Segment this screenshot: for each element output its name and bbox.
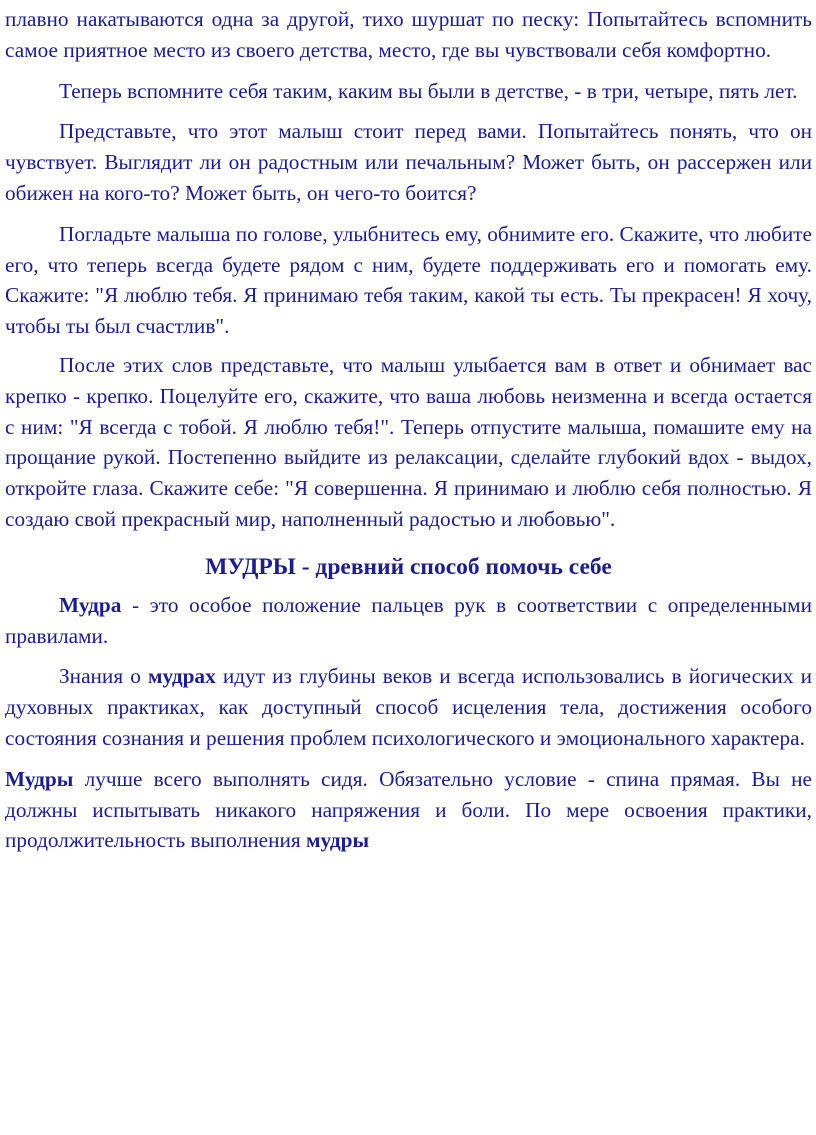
paragraph-imagine-child: Представьте, что этот малыш стоит перед вами. Попытайтесь понять, что он чувствует. Выглядит ли он радостным или печальным? Может быть, он рассержен или обижен на кого-то? Может быть, он чего-то боится? <box>5 119 812 205</box>
section-heading-mudras: МУДРЫ - древний способ помочь себе <box>205 553 612 580</box>
history-text-start: Знания о <box>59 664 148 689</box>
paragraph-mudra-practice <box>5 764 812 856</box>
practice-text: лучше всего выполнять сидя. Обязательно условие - спина прямая. Вы не должны испытывать никакого напряжения и боли. По мере освоения практики, продолжительность выполнения <box>5 766 812 853</box>
term-mudrah: мудрах <box>148 664 216 689</box>
term-mudry: Мудры <box>5 766 74 791</box>
definition-text: - это особое положение пальцев рук в соответствии с определенными правилами. <box>5 592 812 648</box>
paragraph-child-smiles: После этих слов представьте, что малыш улыбается вам в ответ и обнимает вас крепко - крепко. Поцелуйте его, скажите, что ваша любовь неизменна и всегда остается с ним: "Я всегда с тобой. Я люблю тебя!". Теперь отпустите малыша, помашите ему на прощание рукой. Постепенно выйдите из релаксации, сделайте глубокий вдох - выдох, откройте глаза. Скажите себе: "Я совершенна. Я принимаю и люблю себя полностью. Я создаю свой прекрасный мир, наполненный радостью и любовью". <box>5 352 812 531</box>
paragraph-mudra-history <box>5 661 812 753</box>
term-mudra: Мудра <box>59 592 122 617</box>
paragraph-mudra-definition <box>5 590 812 652</box>
term-mudry-end: мудры <box>306 828 370 853</box>
history-text-end: идут из глубины веков и всегда использовались в йогических и духовных практиках, как доступный способ исцеления тела, достижения особого состояния сознания и решения проблем психологического и эмоционального характера. <box>5 664 812 750</box>
paragraph-stroke-child: Погладьте малыша по голове, улыбнитесь ему, обнимите его. Скажите, что любите его, что теперь всегда будете рядом с ним, будете поддерживать его и помогать ему. Скажите: "Я люблю тебя. Я принимаю тебя таким, какой ты есть. Ты прекрасен! Я хочу, чтобы ты был счастлив". <box>5 221 812 339</box>
paragraph-waves: плавно накатываются одна за другой, тихо шуршат по песку: Попытайтесь вспомнить самое приятное место из своего детства, место, где вы чувствовали себя комфортно. <box>5 7 812 62</box>
paragraph-remember-childhood: Теперь вспомните себя таким, каким вы были в детстве, - в три, четыре, пять лет. <box>59 78 798 103</box>
